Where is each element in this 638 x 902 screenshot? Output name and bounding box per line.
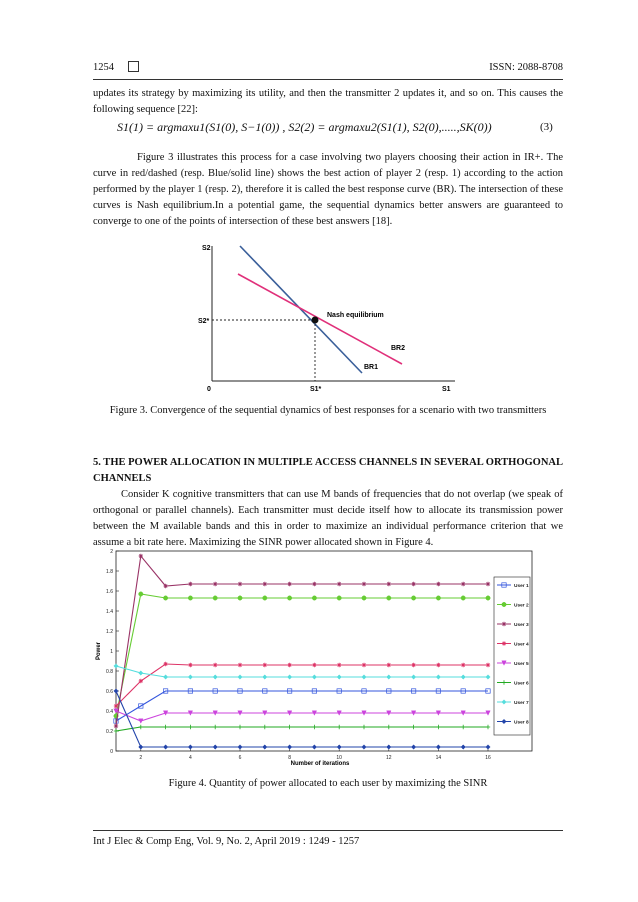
figure3-diagram: [180, 238, 480, 400]
data-point: [436, 596, 440, 600]
legend-label: User 7: [514, 701, 529, 706]
nash-equilibrium-point: [312, 317, 319, 324]
legend-box: [494, 577, 530, 735]
br1-curve: [240, 246, 362, 373]
fig3-origin: 0: [207, 386, 211, 393]
footer-citation: Int J Elec & Comp Eng, Vol. 9, No. 2, April 2019 : 1249 - 1257: [93, 836, 360, 847]
y-tick-label: 0.8: [106, 669, 113, 675]
plot-frame: [116, 551, 532, 751]
y-tick-label: 2: [110, 549, 113, 555]
issn: ISSN: 2088-8708: [489, 62, 563, 73]
data-point: [312, 596, 316, 600]
figure3-paragraph: Figure 3 illustrates this process for a case involving two players choosing their action in IR+. The curve in red/dashed (resp. Blue/solid line) shows the best action of player 2 (resp. 1) according to the action performed by the player 1 (resp. 2), therefore it is called the best response curve (BR). The intersection of these curves is Nash equilibrium.In a potential game, the sequential dynamics better answers are guaranteed to converge to one of the points of intersection of these best answers [18].: [93, 152, 563, 227]
x-tick-label: 4: [189, 755, 192, 761]
section5-heading: 5. THE POWER ALLOCATION IN MULTIPLE ACCESS CHANNELS IN SEVERAL ORTHOGONAL CHANNELS: [93, 457, 563, 484]
y-tick-label: 0: [110, 749, 113, 755]
fig3-y-label: S2: [202, 245, 211, 252]
y-tick-label: 1.6: [106, 589, 113, 595]
legend-label: User 5: [514, 662, 529, 667]
data-point: [139, 592, 143, 596]
equation-3: S1(1) = argmaxu1(S1(0), S−1(0)) , S2(2) = argmaxu2(S1(1), S2(0),.....,SK(0)): [117, 120, 492, 134]
fig3-br2-label: BR2: [391, 345, 406, 352]
x-tick-label: 14: [435, 755, 442, 761]
x-tick-label: 6: [238, 755, 242, 761]
data-point: [461, 596, 465, 600]
section5-paragraph: Consider K cognitive transmitters that can use M bands of frequencies that do not overlap (we speak of orthogonal or parallel channels). Each transmitter must decide itself how to allocate its transmission power between the M available bands and this in order to maximize an individual performance criterion that we assume a bit rate here. Maximizing the SINR power allocated shown in Figure 4.: [93, 489, 563, 548]
y-tick-label: 1.4: [106, 609, 113, 615]
figure4-caption: Figure 4. Quantity of power allocated to each user by maximizing the SINR: [168, 778, 488, 789]
y-tick-label: 0.2: [106, 729, 113, 735]
intro-paragraph: updates its strategy by maximizing its utility, and then the transmitter 2 updates it, and so on. This causes the following sequence [22]:: [93, 88, 563, 115]
data-point: [387, 596, 391, 600]
legend-label: User 2: [514, 603, 529, 609]
legend-label: User 4: [514, 642, 529, 648]
y-axis-label: Power: [96, 641, 102, 661]
data-point: [362, 596, 366, 600]
fig3-x-label: S1: [442, 386, 451, 393]
legend-label: User 1: [514, 584, 529, 589]
data-point: [287, 596, 291, 600]
y-tick-label: 1.2: [106, 629, 113, 635]
x-tick-label: 2: [139, 755, 143, 761]
legend-marker: [502, 602, 506, 606]
page-number: 1254: [93, 62, 114, 73]
legend-label: User 3: [514, 623, 529, 628]
figure4-chart: [92, 543, 562, 768]
data-point: [337, 596, 341, 600]
data-point: [213, 596, 217, 600]
figure3-caption: Figure 3. Convergence of the sequential dynamics of best responses for a scenario with two transmitters: [109, 405, 547, 416]
x-tick-label: 12: [386, 755, 392, 761]
data-point: [263, 596, 267, 600]
y-tick-label: 0.4: [106, 709, 113, 715]
header-rule: [93, 79, 563, 80]
x-tick-label: 10: [336, 755, 342, 761]
legend-label: User 6: [514, 681, 529, 687]
data-point: [163, 596, 167, 600]
checkbox-square-icon: [128, 61, 139, 72]
br2-curve: [238, 274, 402, 364]
x-tick-label: 16: [485, 755, 491, 761]
equation-number: (3): [540, 121, 553, 133]
data-point: [238, 596, 242, 600]
y-tick-label: 1: [110, 649, 113, 655]
data-point: [188, 596, 192, 600]
x-tick-label: 8: [288, 755, 291, 761]
legend-label: User 8: [514, 720, 529, 726]
x-axis-label: Number of iterations: [290, 761, 350, 767]
fig3-y-star: S2*: [198, 318, 210, 325]
fig3-x-star: S1*: [310, 386, 322, 393]
data-point: [411, 596, 415, 600]
y-tick-label: 1.8: [106, 569, 113, 575]
y-tick-label: 0.6: [106, 689, 113, 695]
data-point: [486, 596, 490, 600]
fig3-br1-label: BR1: [364, 364, 379, 371]
footer-rule: [93, 830, 563, 831]
fig3-nash-label: Nash equilibrium: [327, 312, 384, 319]
